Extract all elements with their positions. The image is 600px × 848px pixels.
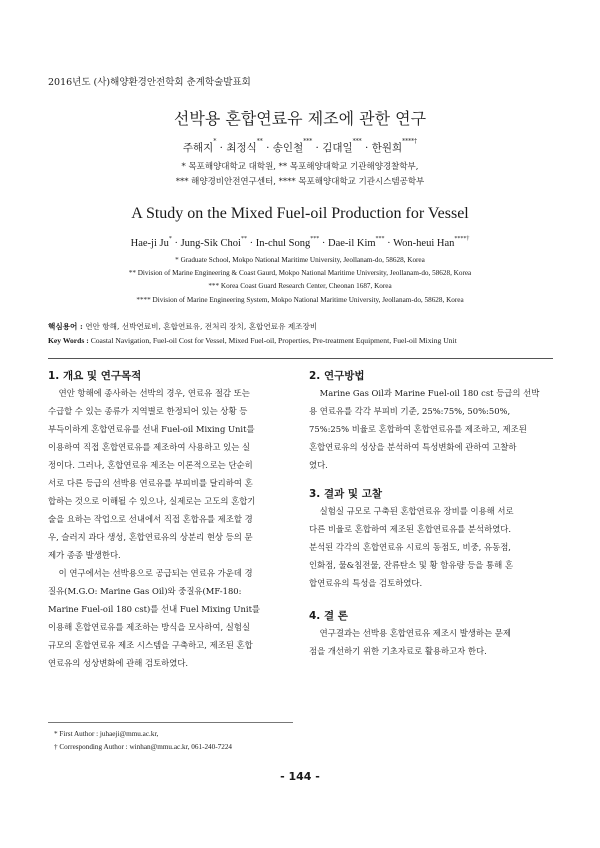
affiliation-english-line: **** Division of Marine Engineering System, Mokpo National Maritime University, Jeollanam-do, 58628, Korea [136, 296, 464, 304]
section-body [309, 502, 554, 592]
author-name: 송인철 [272, 142, 304, 154]
author-mark: * [213, 138, 217, 145]
text-line: 술을 요하는 작업으로 선내에서 직접 혼합유를 제조할 경 [48, 514, 253, 524]
author-name: 주해지 [182, 142, 214, 154]
author-mark: ** [256, 138, 263, 145]
author-name: Dae-il Kim [328, 238, 376, 249]
text-line: 질유(M.G.O: Marine Gas Oil)와 중질유(MF-180: [48, 586, 242, 596]
text-line: 부득이하게 혼합연료유를 선내 Fuel-oil Mixing Unit를 [48, 424, 255, 434]
text-line: 수급할 수 있는 종류가 지역별로 한정되어 있는 상황 등 [48, 406, 248, 416]
author-name: Hae-ji Ju [130, 238, 169, 249]
text-line: 용 연료유를 각각 부피비 기준, 25%:75%, 50%:50%, [309, 406, 511, 416]
keywords-english [48, 336, 558, 345]
text-line: 이용하여 직접 혼합연료유를 제조하여 사용하고 있는 실 [48, 442, 251, 452]
author-separator: · [319, 238, 329, 249]
text-line: 제가 종종 발생한다. [48, 550, 121, 560]
section-heading: 3. 결과 및 고찰 [309, 488, 382, 500]
author-name: In-chul Song [255, 238, 311, 249]
keywords-text: Coastal Navigation, Fuel-oil Cost for Vessel, Mixed Fuel-oil, Properties, Pre-treatment Equipment, Fuel-oil Mixing Unit [88, 336, 457, 345]
section-heading: 4. 결 론 [309, 610, 348, 622]
author-mark: *** [303, 138, 313, 145]
section-body [309, 384, 554, 474]
text-line: 75%:25% 비율로 혼합하여 혼합연료유를 제조하고, 제조된 [309, 424, 527, 434]
footnote-divider [48, 722, 293, 723]
affiliation-english-line: *** Korea Coast Guard Research Center, Cheonan 1687, Korea [208, 282, 392, 290]
text-line: 실험실 규모로 구축된 혼합연료유 장비를 이용해 서로 [309, 506, 514, 516]
author-name: Won-heui Han [393, 238, 455, 249]
author-separator: · [171, 238, 181, 249]
section-heading: 2. 연구방법 [309, 370, 365, 382]
keywords-label: Key Words : [48, 336, 89, 345]
author-name: 김대일 [322, 142, 353, 154]
affiliation-korean-line: *** 해양경비안전연구센터, **** 목포해양대학교 기관시스템공학부 [175, 177, 425, 187]
text-line: 다른 비율로 혼합하여 제조된 혼합연료유를 분석하였다. [309, 524, 512, 534]
text-line: 규모의 혼합연료유 제조 시스템을 구축하고, 제조된 혼합 [48, 640, 253, 650]
author-separator: · [312, 142, 323, 154]
text-line: 합연료유의 특성을 검토하였다. [309, 578, 423, 588]
author-mark: * [168, 236, 172, 242]
footnote-corresponding-author: † Corresponding Author : winhan@mmu.ac.kr, 061-240-7224 [54, 743, 233, 751]
author-mark: *** [310, 236, 320, 242]
author-mark: ****† [454, 236, 470, 242]
page-number: - 144 - [280, 770, 320, 783]
conference-header: 2016년도 (사)해양환경안전학회 춘계학술발표회 [48, 77, 251, 88]
text-line: 연구결과는 선박용 혼합연료유 제조시 발생하는 문제 [309, 628, 511, 638]
author-name: 한원희 [371, 142, 403, 154]
author-mark: *** [352, 138, 362, 145]
text-line: 점을 개선하기 위한 기초자료로 활용하고자 한다. [309, 646, 487, 656]
author-mark: ** [240, 236, 247, 242]
text-line: 였다. [309, 460, 328, 470]
section-body [309, 624, 554, 660]
affiliation-korean-line: * 목포해양대학교 대학원, ** 목포해양대학교 기관해양경찰학부, [181, 162, 419, 172]
text-line: Marine Fuel-oil 180 cst)를 선내 Fuel Mixing Unit를 [48, 604, 261, 614]
author-mark: ****† [402, 138, 418, 145]
text-line: 우, 슬러지 과다 생성, 혼합연료유의 상분리 현상 등의 문 [48, 532, 253, 542]
author-name: Jung-Sik Choi [180, 238, 241, 249]
text-line: 연안 항해에 종사하는 선박의 경우, 연료유 절감 또는 [48, 388, 250, 398]
keywords-korean [48, 321, 558, 332]
author-separator: · [384, 238, 394, 249]
section-body [48, 384, 293, 672]
author-mark: *** [375, 236, 385, 242]
author-list-english [0, 238, 600, 249]
text-line: 인화점, 물&침전물, 잔류탄소 및 황 함유량 등을 통해 혼 [309, 560, 513, 570]
text-line: 서로 다른 등급의 선박용 연료유를 부피비를 달리하여 혼 [48, 478, 253, 488]
paper-title-english: A Study on the Mixed Fuel-oil Production for Vessel [131, 205, 469, 222]
text-line: 이 연구에서는 선박용으로 공급되는 연료유 가운데 경 [48, 568, 253, 578]
text-line: 합하는 것으로 이해될 수 있으나, 실제로는 고도의 혼합기 [48, 496, 256, 506]
keywords-label: 핵심용어 : [48, 322, 83, 331]
affiliation-english-line: ** Division of Marine Engineering & Coast Gaurd, Mokpo National Maritime University, Jeollanam-do, 58628, Korea [128, 269, 472, 277]
text-line: 분석된 각각의 혼합연료유 시료의 동점도, 비중, 유동점, [309, 542, 511, 552]
author-separator: · [262, 142, 273, 154]
section-divider [48, 358, 553, 359]
text-line: Marine Gas Oil과 Marine Fuel-oil 180 cst 등급의 선박 [309, 388, 540, 398]
text-line: 정이다. 그러나, 혼합연료유 제조는 이론적으로는 단순히 [48, 460, 253, 470]
paper-title-korean: 선박용 혼합연료유 제조에 관한 연구 [173, 109, 427, 128]
author-name: 최정식 [226, 142, 257, 154]
author-separator: · [246, 238, 256, 249]
section-heading: 1. 개요 및 연구목적 [48, 370, 142, 382]
author-separator: · [361, 142, 372, 154]
affiliation-english-line: * Graduate School, Mokpo National Maritime University, Jeollanam-do, 58628, Korea [175, 256, 425, 264]
keywords-text: 연안 항해, 선박연료비, 혼합연료유, 전처리 장치, 혼합연료유 제조장비 [82, 322, 318, 331]
author-separator: · [216, 142, 227, 154]
text-line: 혼합연료유의 성상을 분석하여 특성변화에 관하여 고찰하 [309, 442, 517, 452]
footnote-first-author: * First Author : juhaeji@mmu.ac.kr, [54, 730, 159, 738]
text-line: 연료유의 성상변화에 관해 검토하였다. [48, 658, 189, 668]
text-line: 이용해 혼합연료유를 제조하는 방식을 모사하여, 실험실 [48, 622, 251, 632]
author-list-korean [0, 140, 600, 155]
